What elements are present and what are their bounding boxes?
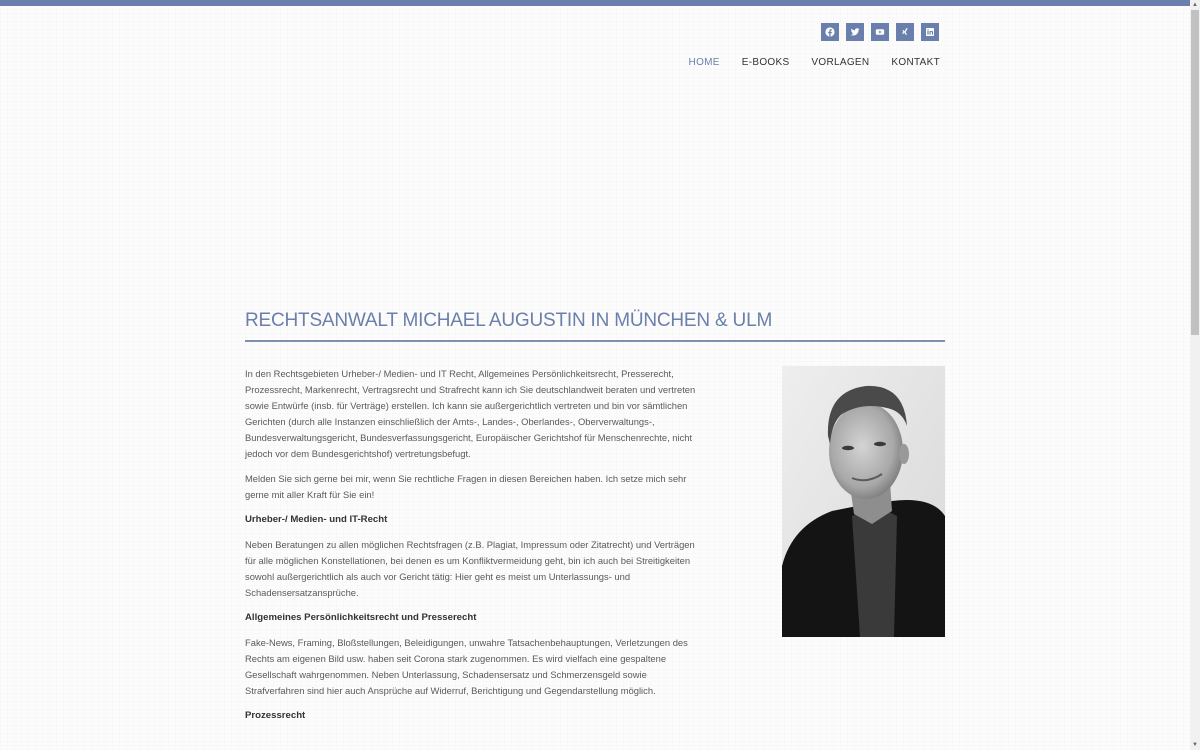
facebook-icon <box>825 27 835 37</box>
scrollbar-thumb[interactable] <box>1191 10 1199 335</box>
nav-e-books[interactable]: E-BOOKS <box>741 57 790 68</box>
social-links <box>821 23 939 41</box>
twitter-icon <box>850 27 860 37</box>
section-heading-persoenlichkeitsrecht: Allgemeines Persönlichkeitsrecht und Presserecht <box>245 612 477 623</box>
portrait-image <box>782 366 945 637</box>
facebook-button[interactable] <box>821 23 839 41</box>
page-title: RECHTSANWALT MICHAEL AUGUSTIN IN MÜNCHEN & ULM <box>245 310 945 342</box>
linkedin-icon <box>925 27 935 37</box>
intro-paragraph-1: In den Rechtsgebieten Urheber-/ Medien- und IT Recht, Allgemeines Persönlichkeitsrecht, Presserecht, Prozessrecht, Markenrecht, Vertragsrecht und Strafrecht kann ich Sie deutschlandweit beraten und vertreten sowie Entwürfe (insb. für Verträge) erstellen. Ich kann sie außergerichtlich vertreten und bin vor sämtlichen Gerichten (durch alle Instanzen einschließlich der Amts-, Landes-, Oberlandes-, Oberverwaltungs-, Bundesverwaltungsgericht, Bundesverfassungsgericht, Europäischer Gerichtshof für Menschenrechte, nicht jedoch vor dem Bundesgerichtshof) vertretungsbefugt. <box>245 368 696 459</box>
section-heading-prozessrecht: Prozessrecht <box>245 710 306 721</box>
linkedin-button[interactable] <box>921 23 939 41</box>
vertical-scrollbar[interactable] <box>1190 0 1200 750</box>
nav-home[interactable]: HOME <box>688 57 720 68</box>
section-heading-urheberrecht: Urheber-/ Medien- und IT-Recht <box>245 514 388 525</box>
top-accent-bar <box>0 0 1190 6</box>
twitter-button[interactable] <box>846 23 864 41</box>
body-text <box>245 366 700 724</box>
main-nav <box>667 57 940 68</box>
youtube-icon <box>875 27 885 37</box>
nav-kontakt[interactable]: KONTAKT <box>891 57 940 68</box>
scroll-down-arrow-icon[interactable]: ▼ <box>1192 742 1198 748</box>
xing-button[interactable] <box>896 23 914 41</box>
youtube-button[interactable] <box>871 23 889 41</box>
section-text-persoenlichkeitsrecht: Fake-News, Framing, Bloßstellungen, Beleidigungen, unwahre Tatsachenbehauptungen, Verletzungen des Rechts am eigenen Bild usw. haben seit Corona stark zugenommen. Es wird vielfach eine gespaltene Gesellschaft wahrgenommen. Neben Unterlassung, Schadensersatz und Schmerzensgeld sowie Strafverfahren sind hier auch Ansprüche auf Widerruf, Berichtigung und Gegendarstellung möglich. <box>245 637 688 696</box>
intro-paragraph-2: Melden Sie sich gerne bei mir, wenn Sie rechtliche Fragen in diesen Bereichen haben. Ich setze mich sehr gerne mit aller Kraft für Sie ein! <box>245 473 687 500</box>
portrait-photo <box>782 366 945 637</box>
xing-icon <box>900 27 910 37</box>
scroll-up-arrow-icon[interactable]: ▲ <box>1192 2 1198 8</box>
nav-vorlagen[interactable]: VORLAGEN <box>811 57 870 68</box>
section-text-urheberrecht: Neben Beratungen zu allen möglichen Rechtsfragen (z.B. Plagiat, Impressum oder Zitatrecht) und Verträgen für alle möglichen Konstellationen, bei denen es um Konfliktvermeidung geht, bin ich auch bei Streitigkeiten sowohl außergerichtlich als auch vor Gericht tätig: Hier geht es meist um Unterlassungs- und Schadensersatzansprüche. <box>245 539 695 598</box>
